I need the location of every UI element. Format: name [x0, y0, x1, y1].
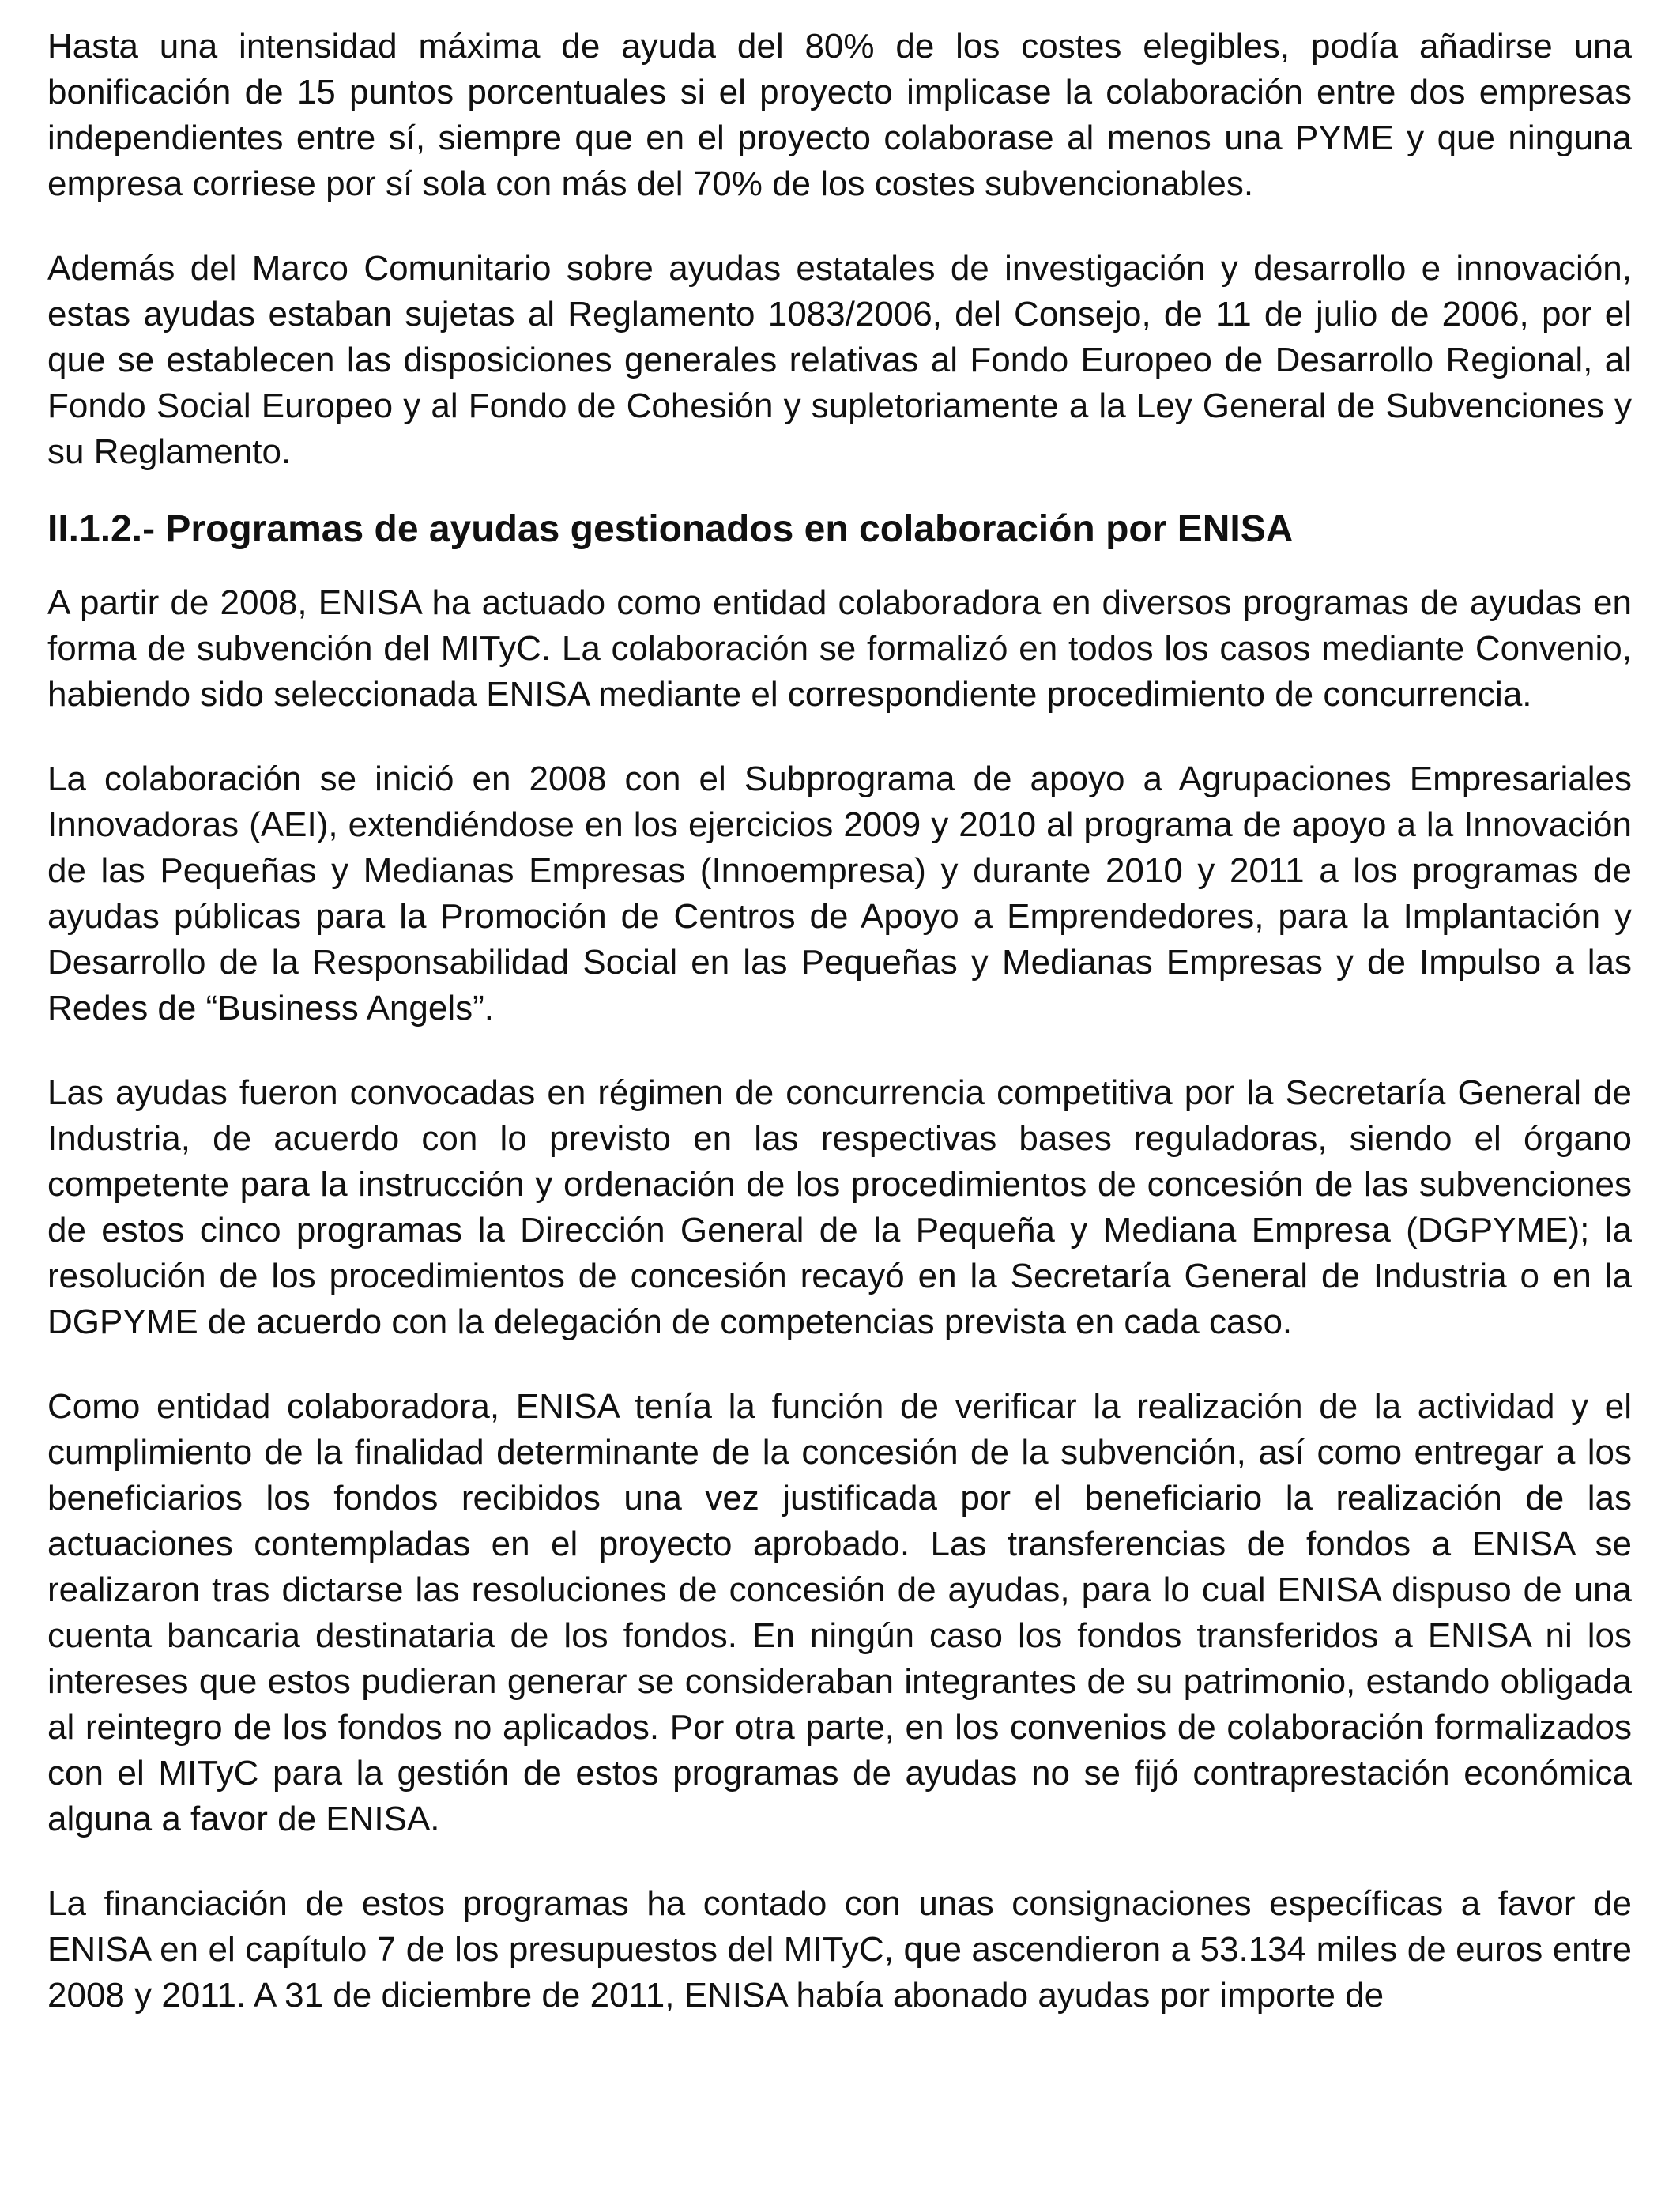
document-page [47, 24, 1632, 2019]
paragraph-funcion-entidad: Como entidad colaboradora, ENISA tenía la función de verificar la realización de la actividad y el cumplimiento de la finalidad determinante de la concesión de la subvención, así como entregar a los beneficiarios los fondos recibidos una vez justificada por el beneficiario la realización de las actuaciones contempladas en el proyecto aprobado. Las transferencias de fondos a ENISA se realizaron tras dictarse las resoluciones de concesión de ayudas, para lo cual ENISA dispuso de una cuenta bancaria destinataria de los fondos. En ningún caso los fondos transferidos a ENISA ni los intereses que estos pudieran generar se consideraban integrantes de su patrimonio, estando obligada al reintegro de los fondos no aplicados. Por otra parte, en los convenios de colaboración formalizados con el MITyC para la gestión de estos programas de ayudas no se fijó contraprestación económica alguna a favor de ENISA. [47, 1387, 1632, 1838]
paragraph-marco-comunitario: Además del Marco Comunitario sobre ayudas estatales de investigación y desarrollo e innovación, estas ayudas estaban sujetas al Reglamento 1083/2006, del Consejo, de 11 de julio de 2006, por el que se establecen las disposiciones generales relativas al Fondo Europeo de Desarrollo Regional, al Fondo Social Europeo y al Fondo de Cohesión y supletoriamente a la Ley General de Subvenciones y su Reglamento. [47, 249, 1632, 471]
paragraph-inicio-colaboracion: La colaboración se inició en 2008 con el Subprograma de apoyo a Agrupaciones Empresariales Innovadoras (AEI), extendiéndose en los ejercicios 2009 y 2010 al programa de apoyo a la Innovación de las Pequeñas y Medianas Empresas (Innoempresa) y durante 2010 y 2011 a los programas de ayudas públicas para la Promoción de Centros de Apoyo a Emprendedores, para la Implantación y Desarrollo de la Responsabilidad Social en las Pequeñas y Medianas Empresas y de Impulso a las Redes de “Business Angels”. [47, 760, 1632, 1027]
paragraph-convocatoria-ayudas: Las ayudas fueron convocadas en régimen de concurrencia competitiva por la Secretaría General de Industria, de acuerdo con lo previsto en las respectivas bases reguladoras, siendo el órgano competente para la instrucción y ordenación de los procedimientos de concesión de las subvenciones de estos cinco programas la Dirección General de la Pequeña y Mediana Empresa (DGPYME); la resolución de los procedimientos de concesión recayó en la Secretaría General de Industria o en la DGPYME de acuerdo con la delegación de competencias prevista en cada caso. [47, 1073, 1632, 1341]
paragraph-intensidad-ayuda: Hasta una intensidad máxima de ayuda del 80% de los costes elegibles, podía añadirse una bonificación de 15 puntos porcentuales si el proyecto implicase la colaboración entre dos empresas independientes entre sí, siempre que en el proyecto colaborase al menos una PYME y que ninguna empresa corriese por sí sola con más del 70% de los costes subvencionables. [47, 27, 1632, 203]
paragraph-gap [47, 718, 1632, 756]
paragraph-gap [47, 207, 1632, 246]
paragraph-enisa-colaboradora: A partir de 2008, ENISA ha actuado como entidad colaboradora en diversos programas de ayudas en forma de subvención del MITyC. La colaboración se formalizó en todos los casos mediante Convenio, habiendo sido seleccionada ENISA mediante el correspondiente procedimiento de concurrencia. [47, 583, 1632, 714]
paragraph-gap [47, 1842, 1632, 1881]
section-heading: II.1.2.- Programas de ayudas gestionados en colaboración por ENISA [47, 508, 1294, 550]
paragraph-financiacion: La financiación de estos programas ha contado con unas consignaciones específicas a favor de ENISA en el capítulo 7 de los presupuestos del MITyC, que ascendieron a 53.134 miles de euros entre 2008 y 2011. A 31 de diciembre de 2011, ENISA había abonado ayudas por importe de [47, 1884, 1632, 2015]
paragraph-gap [47, 1031, 1632, 1070]
paragraph-gap [47, 1345, 1632, 1384]
